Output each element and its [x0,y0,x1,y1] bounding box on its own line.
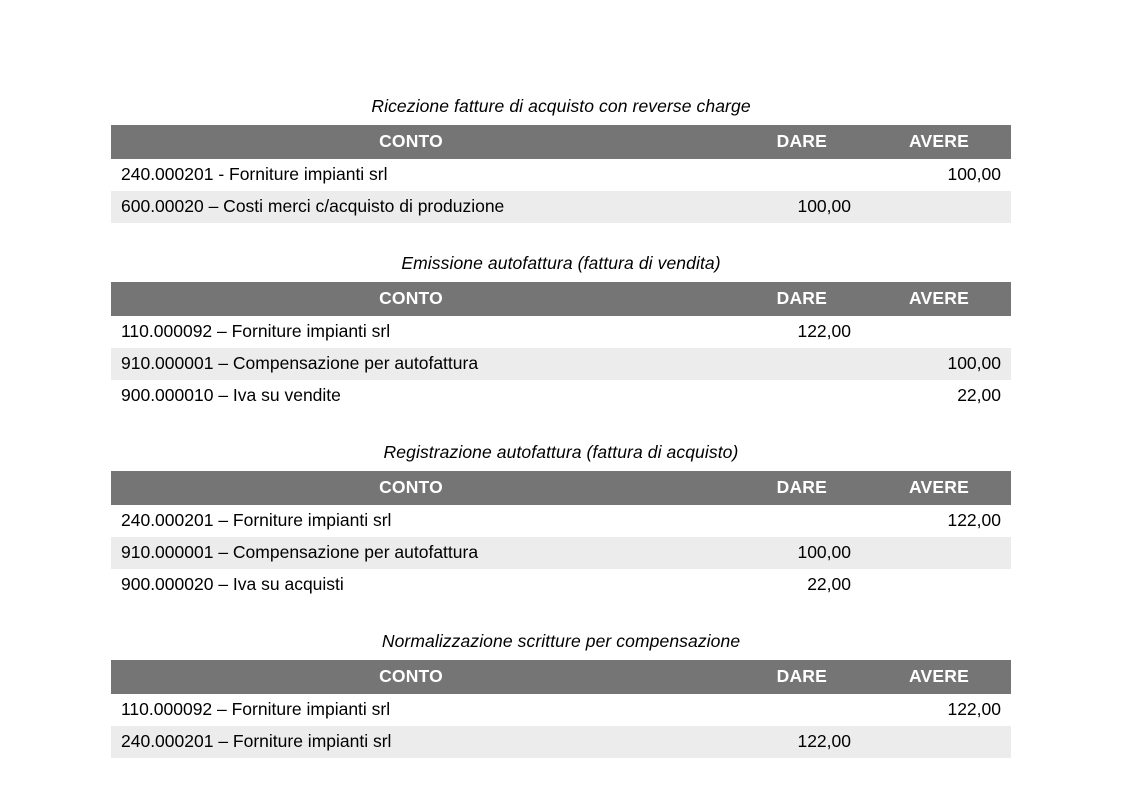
column-header-avere: AVERE [861,125,1011,159]
column-header-conto: CONTO [111,471,711,505]
ledger-table [111,471,1011,601]
cell-avere [861,191,1011,223]
cell-dare [711,159,861,191]
cell-dare: 22,00 [711,569,861,601]
table-row [111,348,1011,380]
ledger-block [111,253,1011,412]
cell-dare [711,694,861,726]
ledger-table [111,125,1011,223]
table-row [111,316,1011,348]
table-row [111,380,1011,412]
column-header-dare: DARE [711,660,861,694]
block-title: Normalizzazione scritture per compensazione [381,631,741,651]
cell-conto: 910.000001 – Compensazione per autofattura [111,537,711,569]
cell-dare: 100,00 [711,537,861,569]
cell-avere: 122,00 [861,694,1011,726]
block-title: Ricezione fatture di acquisto con reverse charge [371,96,751,116]
ledger-table [111,660,1011,758]
cell-conto: 600.00020 – Costi merci c/acquisto di produzione [111,191,711,223]
cell-conto: 240.000201 – Forniture impianti srl [111,505,711,537]
cell-conto: 110.000092 – Forniture impianti srl [111,694,711,726]
table-row [111,726,1011,758]
table-row [111,694,1011,726]
table-row [111,505,1011,537]
cell-dare [711,380,861,412]
ledger-block [111,442,1011,601]
table-row [111,191,1011,223]
table-header-row [111,471,1011,505]
column-header-avere: AVERE [861,282,1011,316]
cell-avere: 100,00 [861,159,1011,191]
ledger-block [111,96,1011,223]
table-header-row [111,660,1011,694]
cell-conto: 910.000001 – Compensazione per autofattura [111,348,711,380]
cell-conto: 240.000201 - Forniture impianti srl [111,159,711,191]
cell-avere: 22,00 [861,380,1011,412]
table-header-row [111,282,1011,316]
column-header-conto: CONTO [111,125,711,159]
cell-dare [711,505,861,537]
column-header-conto: CONTO [111,660,711,694]
column-header-dare: DARE [711,471,861,505]
table-header-row [111,125,1011,159]
cell-avere [861,569,1011,601]
table-row [111,569,1011,601]
cell-dare: 100,00 [711,191,861,223]
table-row [111,159,1011,191]
cell-avere [861,726,1011,758]
column-header-avere: AVERE [861,660,1011,694]
cell-conto: 900.000020 – Iva su acquisti [111,569,711,601]
cell-conto: 900.000010 – Iva su vendite [111,380,711,412]
cell-conto: 110.000092 – Forniture impianti srl [111,316,711,348]
column-header-conto: CONTO [111,282,711,316]
column-header-avere: AVERE [861,471,1011,505]
cell-avere: 100,00 [861,348,1011,380]
block-title: Registrazione autofattura (fattura di acquisto) [383,442,739,462]
ledger-block [111,631,1011,758]
cell-avere [861,537,1011,569]
ledger-table [111,282,1011,412]
cell-dare: 122,00 [711,726,861,758]
table-row [111,537,1011,569]
cell-avere: 122,00 [861,505,1011,537]
cell-avere [861,316,1011,348]
cell-dare [711,348,861,380]
column-header-dare: DARE [711,125,861,159]
cell-dare: 122,00 [711,316,861,348]
cell-conto: 240.000201 – Forniture impianti srl [111,726,711,758]
block-title: Emissione autofattura (fattura di vendita) [401,253,721,273]
column-header-dare: DARE [711,282,861,316]
ledger-blocks-container [111,96,1011,758]
